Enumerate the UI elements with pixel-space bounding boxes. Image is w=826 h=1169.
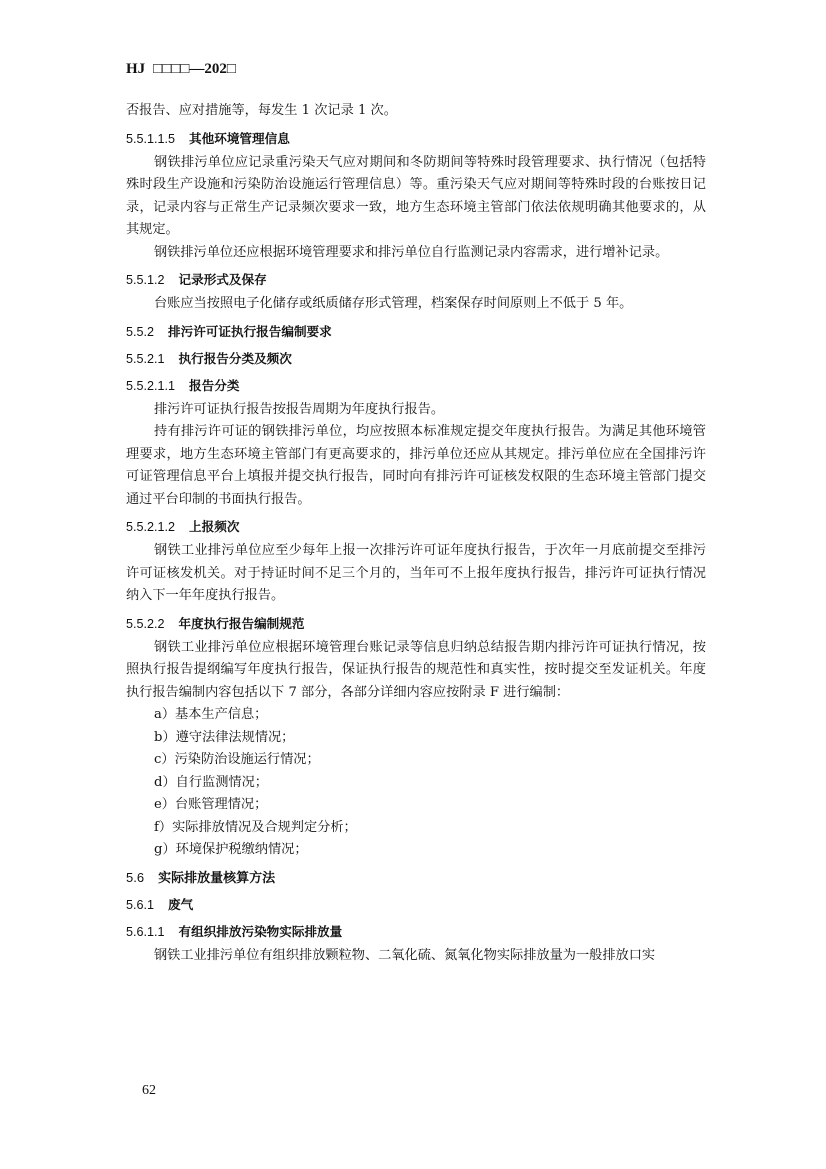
list-item: g）环境保护税缴纳情况； <box>154 842 308 857</box>
section-heading <box>126 516 706 538</box>
section-heading <box>126 921 706 943</box>
section-title: 其他环境管理信息 <box>189 130 290 146</box>
section-title: 实际排放量核算方法 <box>158 870 276 886</box>
standard-prefix: HJ <box>126 61 146 77</box>
paragraph: 排污许可证执行报告按报告周期为年度执行报告。 <box>154 401 445 417</box>
section-number: 5.5.2.1 <box>126 351 165 366</box>
paragraph: 钢铁排污单位应记录重污染天气应对期间和冬防期间等特殊时段管理要求、执行情况（包括特殊时段生产设施和污染防治设施运行管理信息）等。重污染天气应对期间等特殊时段的台账按日记录，记录内容与正常生产记录频次要求一致，地方生态环境主管部门依法依规明确其他要求的，从其规定。 <box>126 154 706 237</box>
section-number: 5.5.2.1.1 <box>126 378 176 393</box>
document-header <box>126 61 236 78</box>
section-number: 5.5.2.2 <box>126 616 165 631</box>
paragraph: 钢铁排污单位还应根据环境管理要求和排污单位自行监测记录内容需求，进行增补记录。 <box>154 244 669 260</box>
section-title: 年度执行报告编制规范 <box>178 615 305 631</box>
section-number: 5.5.2.1.2 <box>126 520 176 534</box>
section-number: 5.5.2 <box>126 324 155 339</box>
page-number: 62 <box>142 1083 156 1098</box>
paragraph: 钢铁工业排污单位有组织排放颗粒物、二氧化硫、氮氧化物实际排放量为一般排放口实 <box>154 947 656 963</box>
section-heading <box>126 269 706 291</box>
standard-code: □□□□—202□ <box>153 61 236 77</box>
paragraph: 否报告、应对措施等，每发生 1 次记录 1 次。 <box>126 103 397 118</box>
section-number: 5.6 <box>126 869 145 885</box>
section-number: 5.5.1.1.5 <box>126 131 176 146</box>
section-number: 5.6.1 <box>126 897 155 912</box>
section-title: 排污许可证执行报告编制要求 <box>168 323 332 339</box>
document-body <box>126 100 706 967</box>
section-title: 上报频次 <box>189 519 240 534</box>
list-item: c）污染防治设施运行情况； <box>154 752 320 767</box>
paragraph: 钢铁工业排污单位应至少每年上报一次排污许可证年度执行报告，于次年一月底前提交至排污许可证核发机关。对于持证时间不足三个月的，当年可不上报年度执行报告，排污许可证执行情况纳入下一年年度执行报告。 <box>126 543 706 603</box>
paragraph: 台账应当按照电子化储存或纸质储存形式管理，档案保存时间原则上不低于 5 年。 <box>154 296 633 311</box>
section-heading <box>126 128 706 150</box>
list-item: d）自行监测情况； <box>154 774 268 790</box>
section-heading <box>126 348 706 370</box>
list-item: f）实际排放情况及合规判定分析； <box>154 819 357 835</box>
section-title: 废气 <box>168 896 194 912</box>
section-heading <box>126 321 706 343</box>
section-heading <box>126 894 706 916</box>
section-title: 有组织排放污染物实际排放量 <box>178 923 343 939</box>
section-number: 5.6.1.1 <box>126 924 165 939</box>
section-title: 执行报告分类及频次 <box>178 350 292 366</box>
list-item: b）遵守法律法规情况； <box>154 729 295 745</box>
section-title: 报告分类 <box>189 377 240 393</box>
section-heading <box>126 867 706 889</box>
list-item: a）基本生产信息； <box>154 707 268 722</box>
list-item: e）台账管理情况； <box>154 797 268 812</box>
section-number: 5.5.1.2 <box>126 273 165 287</box>
section-heading <box>126 375 706 397</box>
paragraph: 钢铁工业排污单位应根据环境管理台账记录等信息归纳总结报告期内排污许可证执行情况，按照执行报告提纲编写年度执行报告，保证执行报告的规范性和真实性，按时提交至发证机关。年度执行报告编制内容包括以下 7 部分，各部分详细内容应按附录 F 进行编制： <box>126 639 706 700</box>
section-heading <box>126 613 706 635</box>
paragraph: 持有排污许可证的钢铁排污单位，均应按照本标准规定提交年度执行报告。为满足其他环境管理要求，地方生态环境主管部门有更高要求的，排污单位还应从其规定。排污单位应在全国排污许可证管理信息平台上填报并提交执行报告，同时向有排污许可证核发权限的生态环境主管部门提交通过平台印制的书面执行报告。 <box>126 424 706 507</box>
section-title: 记录形式及保存 <box>178 272 267 287</box>
